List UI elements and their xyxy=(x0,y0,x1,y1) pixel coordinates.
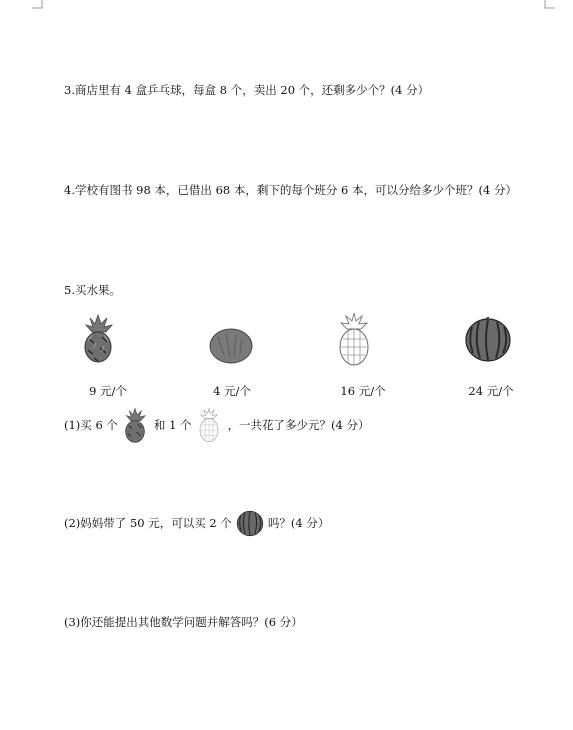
sub-question-3: (3)你还能提出其他数学问题并解答吗？(6 分） xyxy=(64,615,303,629)
watermelon-icon xyxy=(236,510,264,537)
page-corner-mark-left xyxy=(32,0,46,9)
pineapple-icon xyxy=(122,407,148,443)
sub-question-1-part-a: (1)买 6 个 xyxy=(64,418,118,432)
pineapple-icon xyxy=(80,313,116,363)
price-label: 16 元/个 xyxy=(340,384,386,398)
question-4: 4.学校有图书 98 本，已借出 68 本，剩下的每个班分 6 本，可以分给多少个班？(4 分） xyxy=(64,183,517,197)
price-label: 4 元/个 xyxy=(213,384,251,398)
sub-question-1-part-c: ，一共花了多少元？(4 分） xyxy=(227,418,370,432)
question-3: 3.商店里有 4 盒乒乓球，每盒 8 个，卖出 20 个，还剩多少个？(4 分） xyxy=(64,83,430,97)
watermelon-icon xyxy=(464,317,512,363)
question-5-title: 5.买水果。 xyxy=(64,283,121,297)
page-corner-mark-right xyxy=(541,0,555,9)
price-label: 9 元/个 xyxy=(89,384,127,398)
sub-question-2-part-b: 吗？(4 分） xyxy=(267,516,330,530)
pineapple-icon xyxy=(196,407,222,443)
sub-question-2 xyxy=(64,508,329,538)
kiwi-icon xyxy=(208,327,254,365)
price-label: 24 元/个 xyxy=(468,384,514,398)
sub-question-2-part-a: (2)妈妈带了 50 元，可以买 2 个 xyxy=(64,516,232,530)
sub-question-1-part-b: 和 1 个 xyxy=(153,418,192,432)
pineapple-icon xyxy=(334,311,374,367)
sub-question-1 xyxy=(64,407,370,443)
